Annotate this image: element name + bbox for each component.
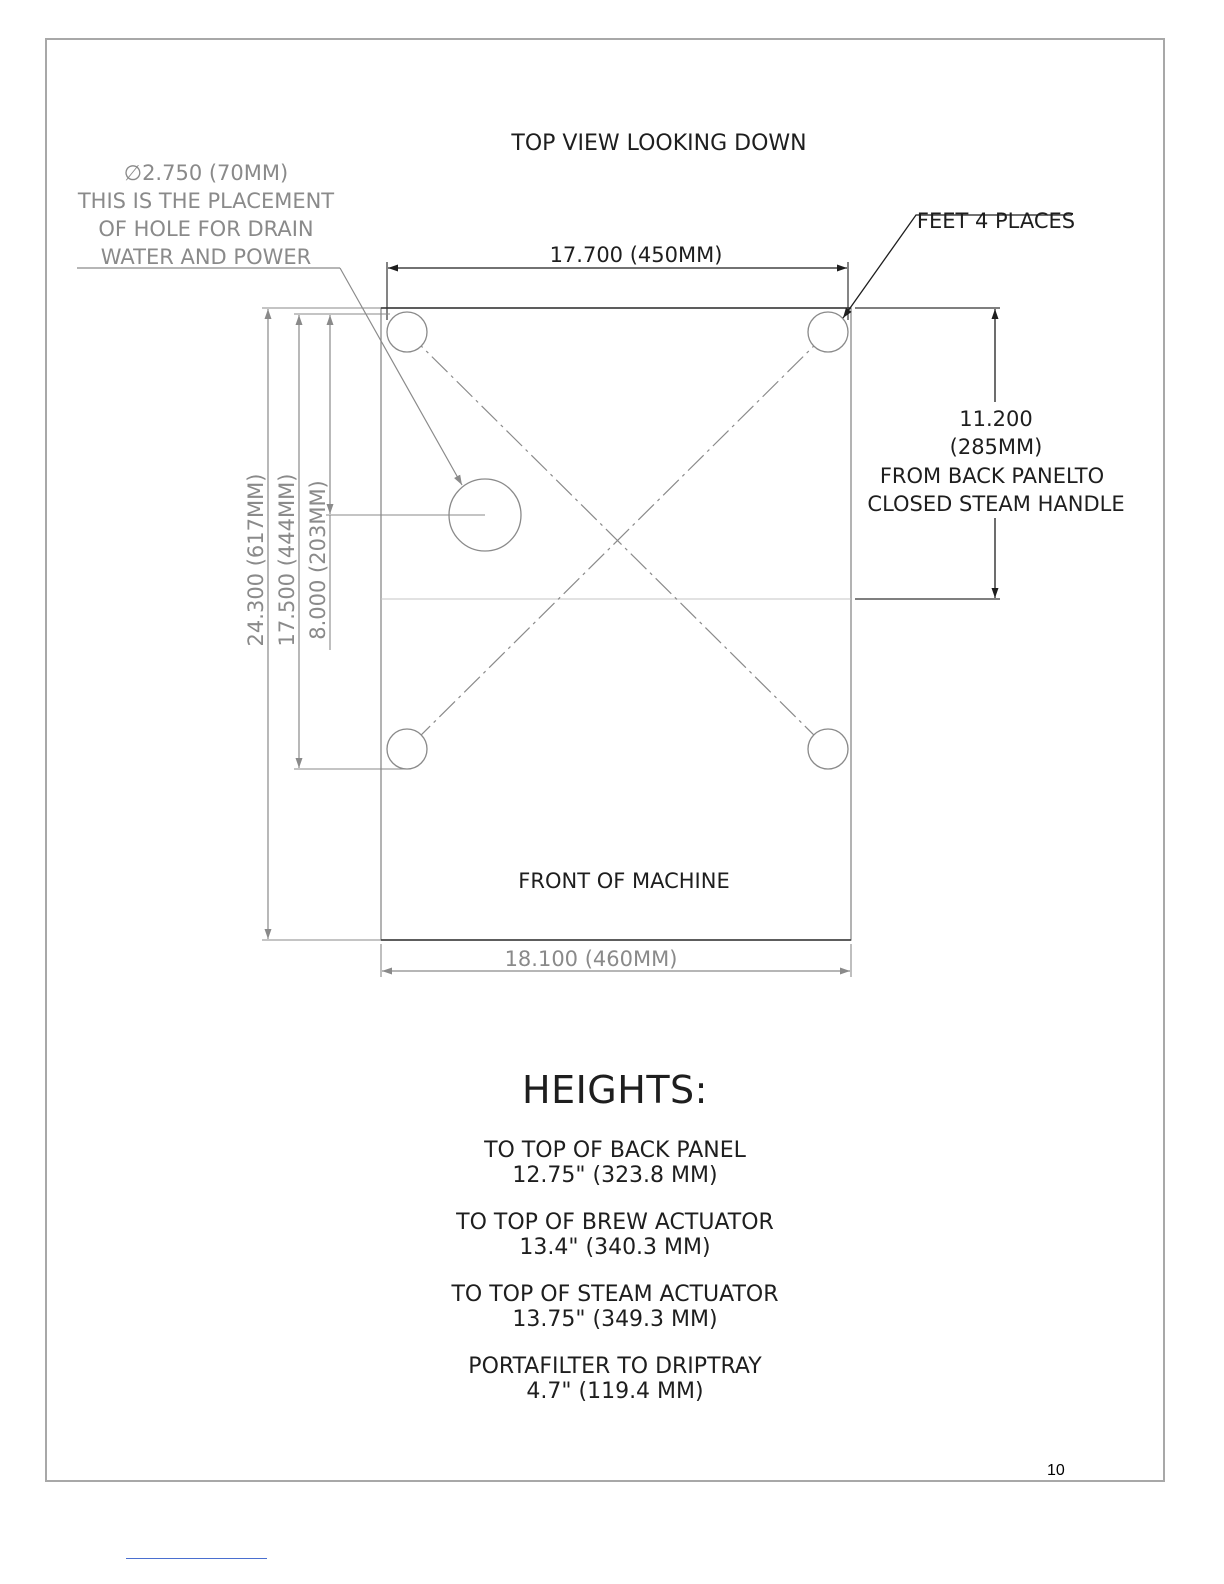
height-label: TO TOP OF BACK PANEL <box>484 1138 746 1163</box>
height-value: 13.4" (340.3 MM) <box>519 1235 711 1260</box>
page-number: 10 <box>1047 1462 1065 1479</box>
height-value: 13.75" (349.3 MM) <box>512 1307 718 1332</box>
view-title: TOP VIEW LOOKING DOWN <box>511 131 807 156</box>
height-label: PORTAFILTER TO DRIPTRAY <box>468 1354 762 1379</box>
footer-link-underline[interactable] <box>126 1558 267 1559</box>
height-label: TO TOP OF BREW ACTUATOR <box>456 1210 774 1235</box>
feet-spacing-label: 17.700 (450MM) <box>549 243 723 267</box>
height-value: 12.75" (323.8 MM) <box>512 1163 718 1188</box>
foot-front-left <box>387 729 427 769</box>
height-item <box>315 1138 915 1188</box>
front-of-machine-label: FRONT OF MACHINE <box>518 869 730 893</box>
height-item <box>315 1354 915 1404</box>
foot-back-left <box>387 312 427 352</box>
heights-section <box>315 1068 915 1426</box>
steam-dim-line4: CLOSED STEAM HANDLE <box>867 492 1125 516</box>
hole-note-line3: OF HOLE FOR DRAIN <box>98 217 314 241</box>
height-item <box>315 1210 915 1260</box>
height-value: 4.7" (119.4 MM) <box>526 1379 704 1404</box>
steam-dim-line3: FROM BACK PANELTO <box>879 464 1105 488</box>
hole-note-line1: ∅2.750 (70MM) <box>123 161 289 185</box>
foot-back-right <box>808 312 848 352</box>
depth-feet-label: 17.500 (444MM) <box>275 473 299 647</box>
depth-hole-label: 8.000 (203MM) <box>306 480 330 640</box>
steam-dim-line2: (285MM) <box>949 435 1043 459</box>
steam-dim-line1: 11.200 <box>959 407 1033 431</box>
height-label: TO TOP OF STEAM ACTUATOR <box>451 1282 779 1307</box>
width-overall-label: 18.100 (460MM) <box>504 947 678 971</box>
foot-front-right <box>808 729 848 769</box>
feet-note: FEET 4 PLACES <box>916 209 1076 233</box>
hole-note-line4: WATER AND POWER <box>100 245 312 269</box>
heights-title: HEIGHTS: <box>522 1068 708 1112</box>
height-item <box>315 1282 915 1332</box>
hole-leader-arrow <box>340 268 462 485</box>
hole-note-line2: THIS IS THE PLACEMENT <box>77 189 335 213</box>
depth-overall-label: 24.300 (617MM) <box>244 473 268 647</box>
machine-outline <box>381 308 851 940</box>
